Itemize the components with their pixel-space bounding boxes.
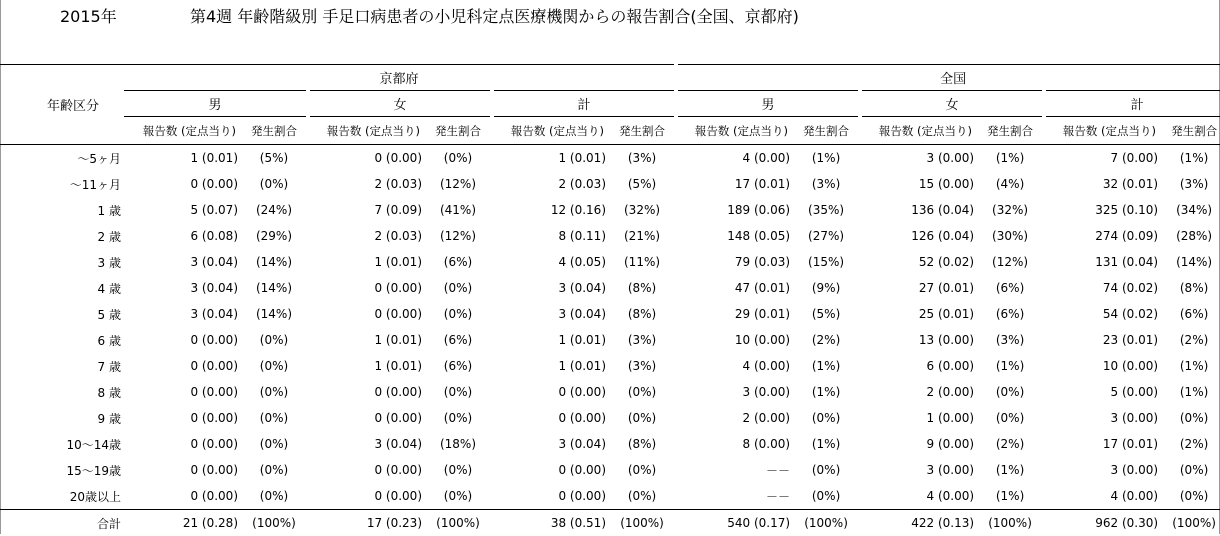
age-group-label: ～5ヶ月 [0,145,124,172]
sex-header-female: 女 [860,91,1044,117]
table-row [0,405,1220,431]
rate-cell: (3%) [792,171,860,197]
rate-cell: (0%) [424,379,492,405]
rate-cell: (15%) [792,249,860,275]
count-cell: 1 (0.01) [308,249,424,275]
rate-cell: (32%) [608,197,676,223]
count-cell: 4 (0.00) [676,145,792,172]
table-row [0,327,1220,353]
rate-cell: (0%) [424,275,492,301]
rate-cell: (6%) [424,327,492,353]
table-row [0,171,1220,197]
rate-cell: (0%) [424,483,492,510]
rate-cell: (0%) [1160,483,1220,510]
column-header-count: 報告数 (定点当り) [676,117,792,145]
rate-cell: (6%) [424,249,492,275]
count-cell: 3 (0.04) [492,301,608,327]
age-group-label: 1 歳 [0,197,124,223]
count-cell: 17 (0.01) [676,171,792,197]
rate-cell: (1%) [792,431,860,457]
rate-cell: (8%) [608,431,676,457]
rate-cell: (1%) [792,379,860,405]
rate-cell: (0%) [608,457,676,483]
rate-cell: (0%) [424,457,492,483]
rate-cell: (0%) [240,405,308,431]
rate-cell: (0%) [240,353,308,379]
count-cell: 1 (0.01) [308,353,424,379]
count-cell: 0 (0.00) [308,301,424,327]
sex-header-male: 男 [124,91,308,117]
count-cell: 0 (0.00) [124,483,240,510]
rate-cell: (0%) [976,379,1044,405]
table-row [0,457,1220,483]
rate-cell: (6%) [1160,301,1220,327]
count-cell: 29 (0.01) [676,301,792,327]
count-cell: 540 (0.17) [676,510,792,536]
rate-cell: (1%) [1160,145,1220,172]
count-cell: 5 (0.00) [1044,379,1160,405]
count-cell: 3 (0.04) [492,275,608,301]
rate-cell: (27%) [792,223,860,249]
count-cell: 10 (0.00) [1044,353,1160,379]
rate-cell: (2%) [1160,431,1220,457]
count-cell: 0 (0.00) [308,145,424,172]
count-cell: 189 (0.06) [676,197,792,223]
rate-cell: (5%) [608,171,676,197]
rate-cell: (0%) [240,379,308,405]
table-row [0,145,1220,172]
count-cell: 6 (0.00) [860,353,976,379]
count-cell: 3 (0.00) [860,145,976,172]
count-cell: 74 (0.02) [1044,275,1160,301]
count-cell: 3 (0.04) [124,301,240,327]
table-row [0,275,1220,301]
table-row [0,223,1220,249]
rate-cell: (3%) [608,353,676,379]
rate-cell: (8%) [608,275,676,301]
count-cell: 25 (0.01) [860,301,976,327]
rate-cell: (100%) [1160,510,1220,536]
rate-cell: (0%) [976,405,1044,431]
rate-cell: (4%) [976,171,1044,197]
count-cell: 8 (0.11) [492,223,608,249]
count-cell: 3 (0.04) [124,249,240,275]
total-label: 合計 [0,510,124,536]
count-cell: 0 (0.00) [492,405,608,431]
column-header-count: 報告数 (定点当り) [124,117,240,145]
rate-cell: (6%) [976,275,1044,301]
rate-cell: (0%) [792,405,860,431]
rate-cell: (21%) [608,223,676,249]
count-cell: 0 (0.00) [308,457,424,483]
count-cell: 0 (0.00) [308,275,424,301]
count-cell: 1 (0.00) [860,405,976,431]
column-header-rate: 発生割合 [608,117,676,145]
count-cell: 136 (0.04) [860,197,976,223]
table-row [0,483,1220,510]
count-cell: 148 (0.05) [676,223,792,249]
table-row [0,197,1220,223]
count-cell: 2 (0.00) [676,405,792,431]
rate-cell: (9%) [792,275,860,301]
count-cell: 3 (0.00) [860,457,976,483]
count-cell: 3 (0.00) [676,379,792,405]
sex-header-male: 男 [676,91,860,117]
rate-cell: (0%) [608,483,676,510]
rate-cell: (2%) [792,327,860,353]
rate-cell: (1%) [976,145,1044,172]
rate-cell: (8%) [1160,275,1220,301]
rate-cell: (29%) [240,223,308,249]
sex-header-total: 計 [1044,91,1220,117]
rate-cell: (3%) [608,145,676,172]
count-cell: 0 (0.00) [124,353,240,379]
age-group-label: 5 歳 [0,301,124,327]
count-cell: 4 (0.00) [676,353,792,379]
sex-header-total: 計 [492,91,676,117]
rate-cell: (12%) [976,249,1044,275]
total-row [0,510,1220,536]
count-cell: 17 (0.23) [308,510,424,536]
count-cell: 0 (0.00) [308,379,424,405]
count-cell: 0 (0.00) [492,457,608,483]
count-cell: 2 (0.03) [492,171,608,197]
count-cell: 422 (0.13) [860,510,976,536]
count-cell: 2 (0.03) [308,223,424,249]
count-cell: 13 (0.00) [860,327,976,353]
rate-cell: (41%) [424,197,492,223]
column-header-count: 報告数 (定点当り) [492,117,608,145]
age-group-label: 7 歳 [0,353,124,379]
count-cell: －－ [676,457,792,483]
age-group-label: 6 歳 [0,327,124,353]
rate-cell: (30%) [976,223,1044,249]
rate-cell: (6%) [976,301,1044,327]
count-cell: 8 (0.00) [676,431,792,457]
rate-cell: (14%) [240,249,308,275]
column-header-count: 報告数 (定点当り) [860,117,976,145]
rate-cell: (2%) [976,431,1044,457]
count-cell: 1 (0.01) [492,145,608,172]
rate-cell: (100%) [240,510,308,536]
count-cell: 0 (0.00) [124,379,240,405]
count-cell: 47 (0.01) [676,275,792,301]
count-cell: 3 (0.00) [1044,405,1160,431]
count-cell: 10 (0.00) [676,327,792,353]
count-cell: 21 (0.28) [124,510,240,536]
count-cell: 3 (0.04) [492,431,608,457]
column-header-count: 報告数 (定点当り) [308,117,424,145]
rate-cell: (1%) [976,457,1044,483]
report-table [0,64,1220,536]
rate-cell: (35%) [792,197,860,223]
rate-cell: (6%) [424,353,492,379]
count-cell: 0 (0.00) [124,405,240,431]
rate-cell: (5%) [240,145,308,172]
count-cell: 962 (0.30) [1044,510,1160,536]
table-row [0,431,1220,457]
age-group-label: 9 歳 [0,405,124,431]
rate-cell: (1%) [1160,379,1220,405]
rate-cell: (100%) [792,510,860,536]
count-cell: 2 (0.03) [308,171,424,197]
count-cell: 9 (0.00) [860,431,976,457]
count-cell: 15 (0.00) [860,171,976,197]
count-cell: 0 (0.00) [124,457,240,483]
count-cell: 3 (0.00) [1044,457,1160,483]
count-cell: 0 (0.00) [308,483,424,510]
rate-cell: (3%) [976,327,1044,353]
age-group-label: ～11ヶ月 [0,171,124,197]
region-header-kyoto: 京都府 [124,65,676,91]
count-cell: －－ [676,483,792,510]
age-group-label: 20歳以上 [0,483,124,510]
rate-cell: (12%) [424,223,492,249]
rate-cell: (0%) [240,171,308,197]
rate-cell: (1%) [792,353,860,379]
region-header-national: 全国 [676,65,1220,91]
count-cell: 54 (0.02) [1044,301,1160,327]
count-cell: 12 (0.16) [492,197,608,223]
count-cell: 1 (0.01) [308,327,424,353]
report-year: 2015年 [60,4,117,27]
age-group-header: 年齢区分 [0,65,124,145]
rate-cell: (1%) [792,145,860,172]
table-row [0,301,1220,327]
count-cell: 4 (0.00) [860,483,976,510]
count-cell: 23 (0.01) [1044,327,1160,353]
sex-header-female: 女 [308,91,492,117]
rate-cell: (28%) [1160,223,1220,249]
count-cell: 4 (0.00) [1044,483,1160,510]
count-cell: 0 (0.00) [492,379,608,405]
count-cell: 126 (0.04) [860,223,976,249]
rate-cell: (0%) [424,405,492,431]
column-header-rate: 発生割合 [792,117,860,145]
rate-cell: (11%) [608,249,676,275]
age-group-label: 10～14歳 [0,431,124,457]
age-group-label: 4 歳 [0,275,124,301]
count-cell: 2 (0.00) [860,379,976,405]
rate-cell: (100%) [976,510,1044,536]
rate-cell: (14%) [240,301,308,327]
rate-cell: (0%) [792,483,860,510]
count-cell: 5 (0.07) [124,197,240,223]
count-cell: 6 (0.08) [124,223,240,249]
column-header-rate: 発生割合 [424,117,492,145]
rate-cell: (12%) [424,171,492,197]
count-cell: 0 (0.00) [124,327,240,353]
count-cell: 0 (0.00) [492,483,608,510]
column-header-rate: 発生割合 [240,117,308,145]
count-cell: 4 (0.05) [492,249,608,275]
rate-cell: (2%) [1160,327,1220,353]
column-header-rate: 発生割合 [1160,117,1220,145]
rate-cell: (1%) [976,353,1044,379]
count-cell: 0 (0.00) [124,171,240,197]
count-cell: 1 (0.01) [492,327,608,353]
table-row [0,379,1220,405]
rate-cell: (24%) [240,197,308,223]
rate-cell: (0%) [424,301,492,327]
rate-cell: (3%) [608,327,676,353]
rate-cell: (18%) [424,431,492,457]
count-cell: 325 (0.10) [1044,197,1160,223]
rate-cell: (14%) [240,275,308,301]
age-group-label: 8 歳 [0,379,124,405]
rate-cell: (100%) [424,510,492,536]
count-cell: 274 (0.09) [1044,223,1160,249]
count-cell: 38 (0.51) [492,510,608,536]
age-group-label: 3 歳 [0,249,124,275]
count-cell: 7 (0.00) [1044,145,1160,172]
rate-cell: (0%) [240,483,308,510]
count-cell: 1 (0.01) [492,353,608,379]
table-row [0,353,1220,379]
rate-cell: (8%) [608,301,676,327]
rate-cell: (0%) [424,145,492,172]
table-row [0,249,1220,275]
count-cell: 52 (0.02) [860,249,976,275]
count-cell: 0 (0.00) [308,405,424,431]
rate-cell: (1%) [976,483,1044,510]
rate-cell: (0%) [240,431,308,457]
rate-cell: (34%) [1160,197,1220,223]
count-cell: 27 (0.01) [860,275,976,301]
count-cell: 0 (0.00) [124,431,240,457]
rate-cell: (0%) [240,457,308,483]
count-cell: 3 (0.04) [124,275,240,301]
rate-cell: (0%) [608,405,676,431]
rate-cell: (0%) [608,379,676,405]
count-cell: 32 (0.01) [1044,171,1160,197]
count-cell: 7 (0.09) [308,197,424,223]
rate-cell: (0%) [240,327,308,353]
rate-cell: (14%) [1160,249,1220,275]
count-cell: 79 (0.03) [676,249,792,275]
report-title: 第4週 年齢階級別 手足口病患者の小児科定点医療機関からの報告割合(全国、京都府) [190,4,799,27]
count-cell: 1 (0.01) [124,145,240,172]
rate-cell: (0%) [1160,405,1220,431]
rate-cell: (3%) [1160,171,1220,197]
rate-cell: (5%) [792,301,860,327]
rate-cell: (1%) [1160,353,1220,379]
age-group-label: 15～19歳 [0,457,124,483]
column-header-count: 報告数 (定点当り) [1044,117,1160,145]
rate-cell: (0%) [1160,457,1220,483]
column-header-rate: 発生割合 [976,117,1044,145]
count-cell: 17 (0.01) [1044,431,1160,457]
count-cell: 3 (0.04) [308,431,424,457]
rate-cell: (0%) [792,457,860,483]
count-cell: 131 (0.04) [1044,249,1160,275]
age-group-label: 2 歳 [0,223,124,249]
rate-cell: (32%) [976,197,1044,223]
rate-cell: (100%) [608,510,676,536]
